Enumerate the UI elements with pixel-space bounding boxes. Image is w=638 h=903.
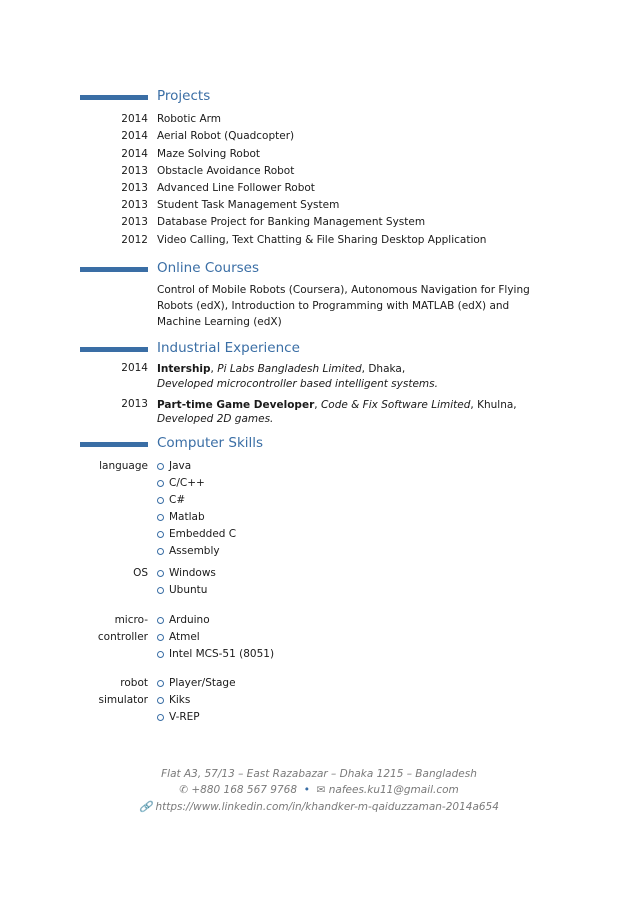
experience-year: 2014 bbox=[121, 362, 148, 374]
experience-title-line: Part-time Game Developer, Code & Fix Software Limited, Khulna, bbox=[157, 399, 517, 411]
skill-name: Ubuntu bbox=[169, 584, 208, 596]
experience-title-line: Intership, Pi Labs Bangladesh Limited, Dhaka, bbox=[157, 363, 406, 375]
project-year: 2013 bbox=[121, 199, 148, 211]
project-desc: Obstacle Avoidance Robot bbox=[157, 165, 295, 177]
skill-list-microcontroller bbox=[157, 612, 274, 663]
skill-item bbox=[157, 565, 216, 582]
experience-role: Intership bbox=[157, 363, 211, 375]
circle-bullet-icon bbox=[157, 480, 164, 487]
skill-name: Player/Stage bbox=[169, 677, 236, 689]
skill-label-line: OS bbox=[133, 567, 148, 579]
skill-name: C# bbox=[169, 494, 186, 506]
phone-text: +880 168 567 9768 bbox=[191, 784, 298, 796]
section-title: Projects bbox=[157, 88, 211, 104]
circle-bullet-icon bbox=[157, 463, 164, 470]
skill-item bbox=[157, 492, 236, 509]
envelope-icon: ✉ bbox=[316, 784, 326, 796]
skill-name: V-REP bbox=[169, 711, 200, 723]
skill-name: Kiks bbox=[169, 694, 191, 706]
skill-item bbox=[157, 582, 216, 599]
skill-item bbox=[157, 692, 236, 709]
skill-name: Arduino bbox=[169, 614, 210, 626]
skill-name: C/C++ bbox=[169, 477, 205, 489]
skill-group-label bbox=[80, 612, 148, 646]
project-desc: Maze Solving Robot bbox=[157, 148, 261, 160]
project-year: 2014 bbox=[121, 130, 148, 142]
skill-name: Windows bbox=[169, 567, 216, 579]
section-bar bbox=[80, 442, 148, 447]
skill-list-language bbox=[157, 458, 236, 560]
courses-text: Control of Mobile Robots (Coursera), Autonomous Navigation for Flying Robots (edX), Introduction to Programming with MATLAB (edX) and Machine Learning (edX) bbox=[157, 284, 530, 328]
skill-label-line: language bbox=[99, 460, 148, 472]
address-text: Flat A3, 57/13 – East Razabazar – Dhaka 1215 – Bangladesh bbox=[161, 768, 477, 780]
skill-list-os bbox=[157, 565, 216, 599]
skill-group-label bbox=[80, 458, 148, 475]
experience-detail: Developed 2D games. bbox=[157, 413, 274, 425]
skill-item bbox=[157, 509, 236, 526]
footer-linkedin bbox=[0, 800, 638, 813]
section-bar bbox=[80, 267, 148, 272]
experience-company: Code & Fix Software Limited bbox=[320, 399, 471, 411]
project-year: 2014 bbox=[121, 148, 148, 160]
circle-bullet-icon bbox=[157, 570, 164, 577]
skill-name: Intel MCS-51 (8051) bbox=[169, 648, 275, 660]
experience-company: Pi Labs Bangladesh Limited bbox=[217, 363, 362, 375]
project-year: 2013 bbox=[121, 182, 148, 194]
skill-label-line: micro- bbox=[114, 614, 148, 626]
project-year: 2014 bbox=[121, 113, 148, 125]
project-desc: Student Task Management System bbox=[157, 199, 340, 211]
circle-bullet-icon bbox=[157, 497, 164, 504]
project-year: 2012 bbox=[121, 234, 148, 246]
project-desc: Database Project for Banking Management System bbox=[157, 216, 426, 228]
skill-name: Java bbox=[169, 460, 192, 472]
skill-item bbox=[157, 709, 236, 726]
skill-item bbox=[157, 629, 274, 646]
section-bar bbox=[80, 95, 148, 100]
skill-name: Matlab bbox=[169, 511, 205, 523]
experience-place: Khulna bbox=[477, 399, 514, 411]
skill-item bbox=[157, 475, 236, 492]
experience-detail: Developed microcontroller based intelligent systems. bbox=[157, 378, 438, 390]
circle-bullet-icon bbox=[157, 697, 164, 704]
experience-place: Dhaka bbox=[368, 363, 402, 375]
skill-group-label bbox=[80, 675, 148, 709]
skill-item bbox=[157, 526, 236, 543]
skill-list-robot-simulator bbox=[157, 675, 236, 726]
linkedin-link[interactable]: https://www.linkedin.com/in/khandker-m-qaiduzzaman-2014a654 bbox=[155, 801, 499, 813]
experience-role: Part-time Game Developer bbox=[157, 399, 315, 411]
section-title: Online Courses bbox=[157, 260, 260, 276]
project-desc: Advanced Line Follower Robot bbox=[157, 182, 315, 194]
phone-icon: ✆ bbox=[179, 784, 189, 796]
project-year: 2013 bbox=[121, 165, 148, 177]
skill-item bbox=[157, 675, 236, 692]
circle-bullet-icon bbox=[157, 680, 164, 687]
skill-label-line: controller bbox=[97, 631, 148, 643]
skill-item bbox=[157, 646, 274, 663]
skill-label-line: simulator bbox=[98, 694, 148, 706]
section-title: Computer Skills bbox=[157, 435, 264, 451]
skill-name: Embedded C bbox=[169, 528, 237, 540]
experience-year: 2013 bbox=[121, 398, 148, 410]
skill-label-line: robot bbox=[120, 677, 148, 689]
project-desc: Aerial Robot (Quadcopter) bbox=[157, 130, 295, 142]
circle-bullet-icon bbox=[157, 548, 164, 555]
circle-bullet-icon bbox=[157, 714, 164, 721]
footer-address bbox=[0, 768, 638, 780]
project-desc: Video Calling, Text Chatting & File Sharing Desktop Application bbox=[157, 234, 487, 246]
footer-contact bbox=[0, 784, 638, 796]
section-bar bbox=[80, 347, 148, 352]
circle-bullet-icon bbox=[157, 617, 164, 624]
circle-bullet-icon bbox=[157, 587, 164, 594]
circle-bullet-icon bbox=[157, 634, 164, 641]
circle-bullet-icon bbox=[157, 651, 164, 658]
circle-bullet-icon bbox=[157, 531, 164, 538]
skill-group-label bbox=[80, 565, 148, 582]
skill-name: Atmel bbox=[169, 631, 200, 643]
link-icon: 🔗 bbox=[139, 801, 153, 813]
skill-item bbox=[157, 612, 274, 629]
circle-bullet-icon bbox=[157, 514, 164, 521]
section-title: Industrial Experience bbox=[157, 340, 300, 356]
skill-item bbox=[157, 543, 236, 560]
skill-name: Assembly bbox=[169, 545, 220, 557]
skill-item bbox=[157, 458, 236, 475]
email-link[interactable]: nafees.ku11@gmail.com bbox=[328, 784, 459, 796]
project-year: 2013 bbox=[121, 216, 148, 228]
project-desc: Robotic Arm bbox=[157, 113, 222, 125]
separator-dot: • bbox=[303, 784, 310, 796]
